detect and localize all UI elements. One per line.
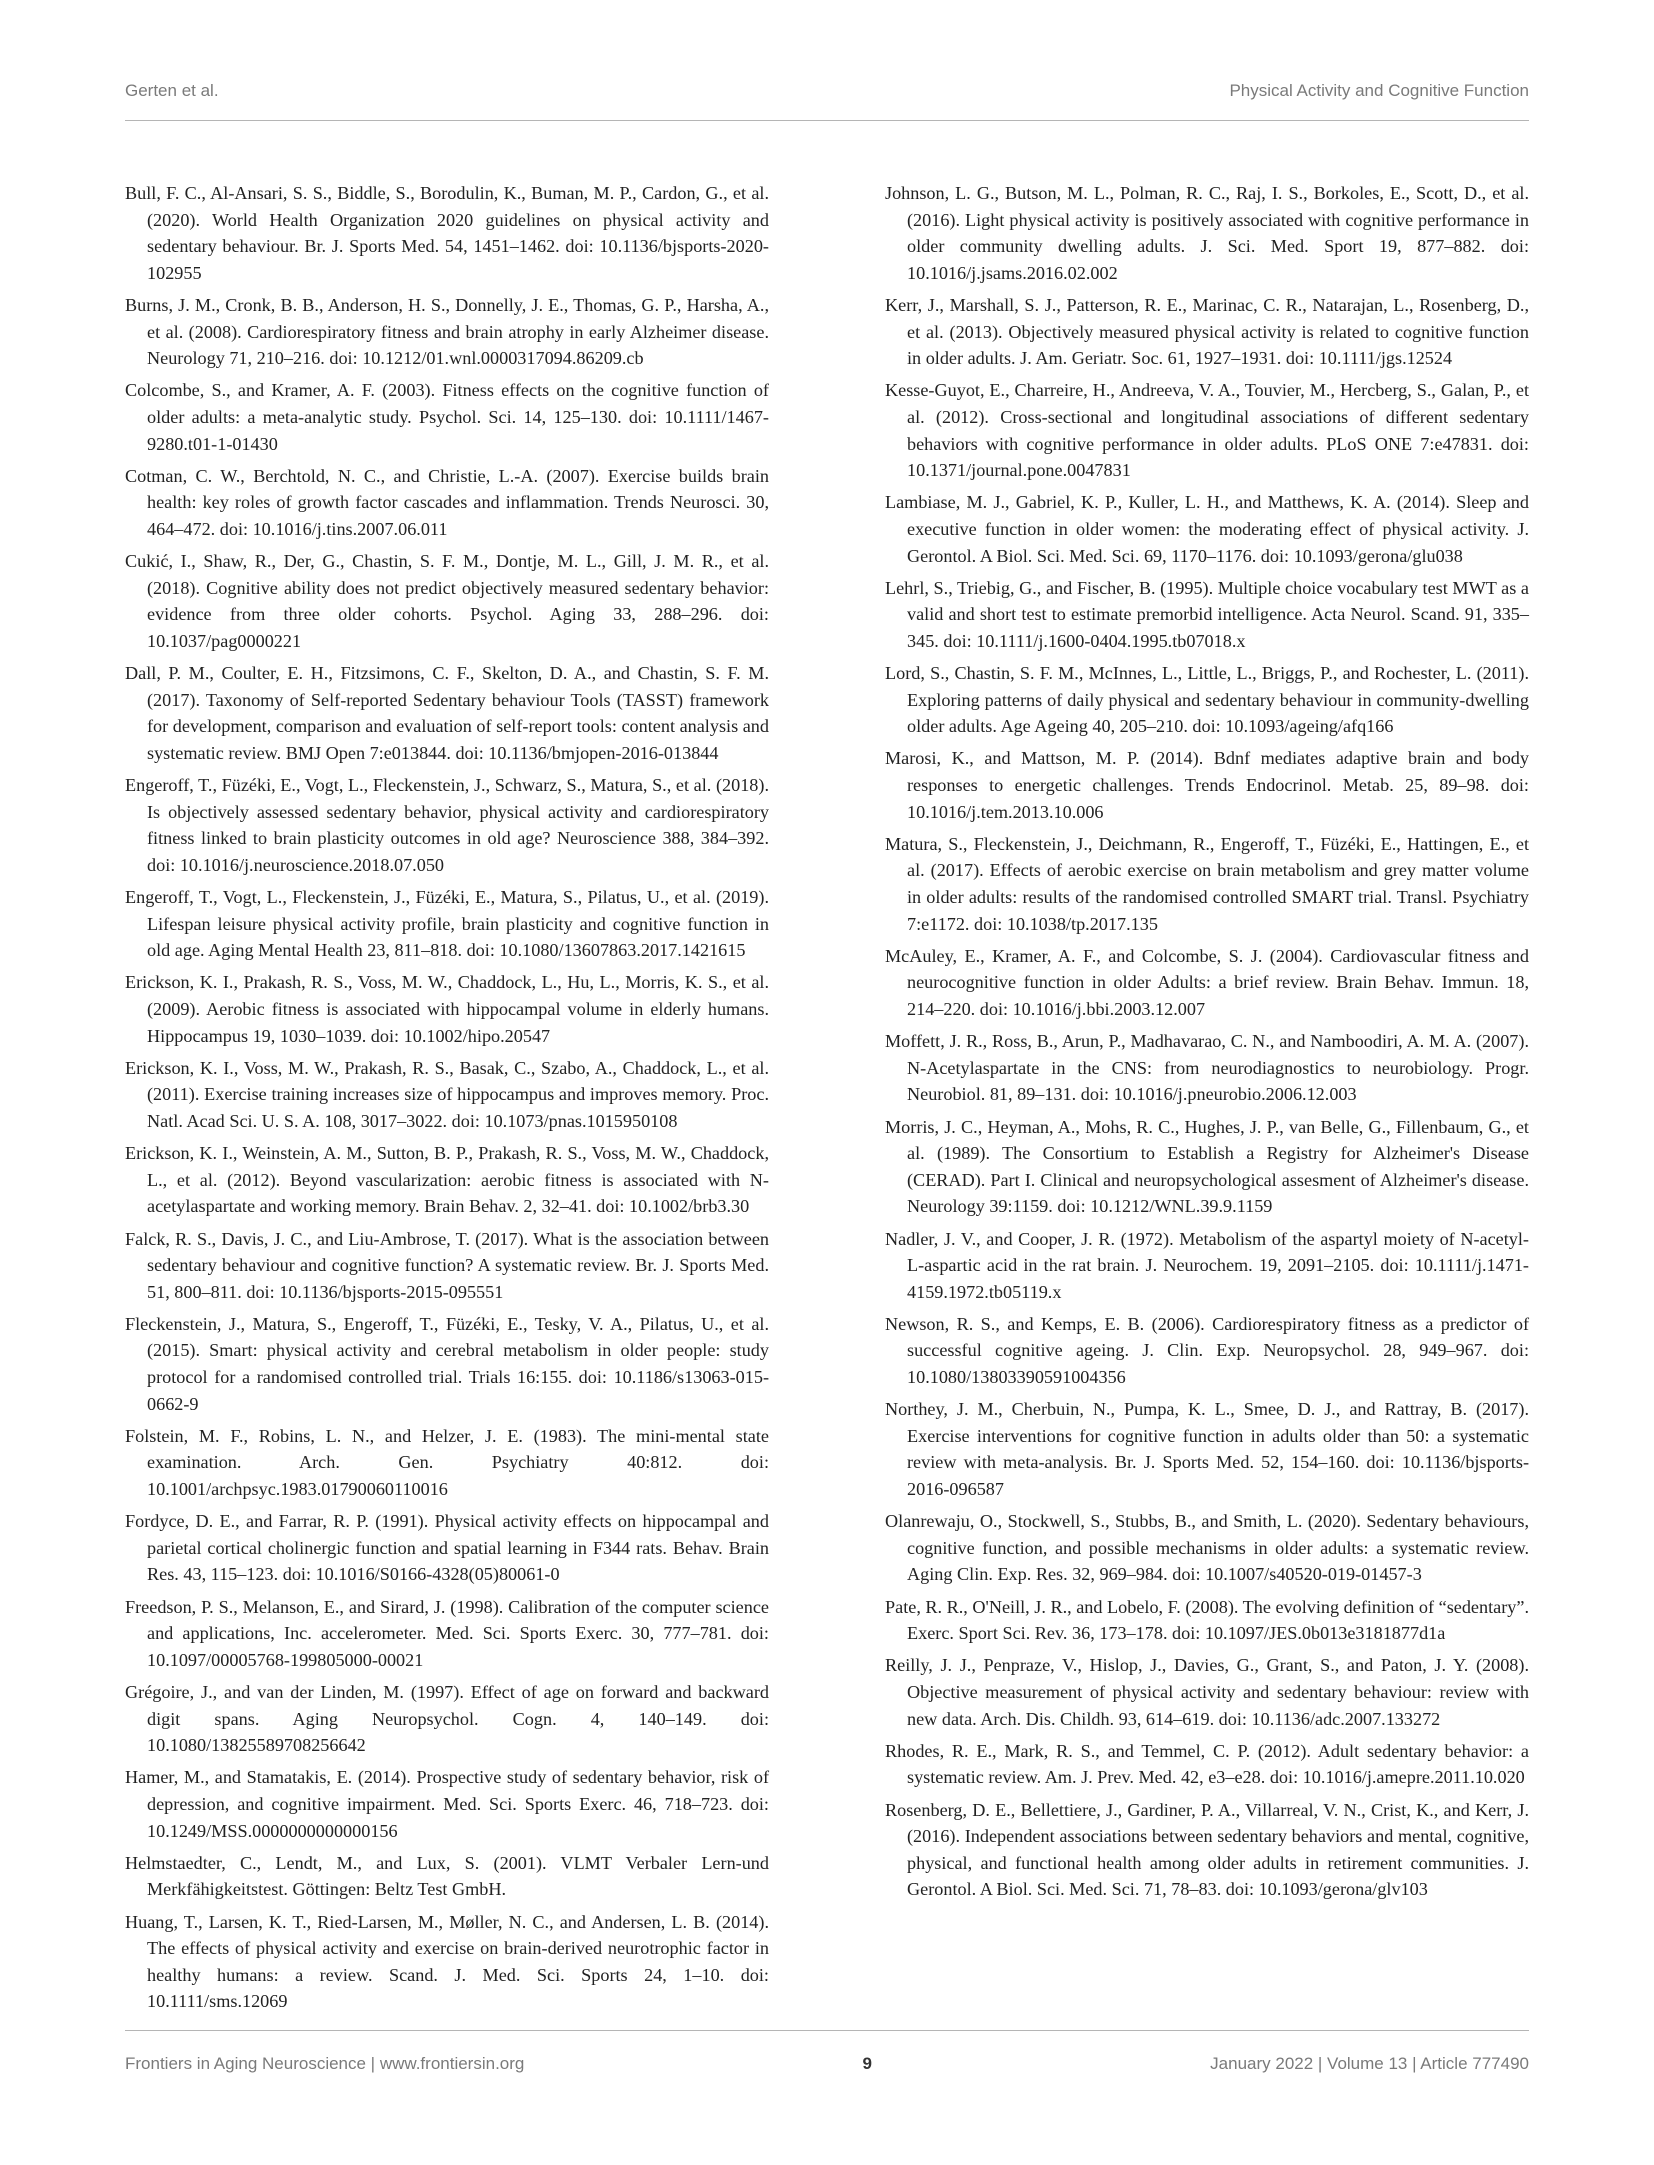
reference-entry: McAuley, E., Kramer, A. F., and Colcombe, S. J. (2004). Cardiovascular fitness and neurocognitive function in older Adults: a brief review. Brain Behav. Immun. 18, 214–220. doi: 10.1016/j.bbi.2003.12.007 <box>885 945 1529 1019</box>
running-header <box>125 80 1529 102</box>
reference-entry: Hamer, M., and Stamatakis, E. (2014). Prospective study of sedentary behavior, risk of depression, and cognitive impairment. Med. Sci. Sports Exerc. 46, 718–723. doi: 10.1249/MSS.0000000000000156 <box>125 1767 769 1841</box>
reference-entry: Northey, J. M., Cherbuin, N., Pumpa, K. L., Smee, D. J., and Rattray, B. (2017). Exercise interventions for cognitive function in adults older than 50: a systematic review with meta-analysis. Br. J. Sports Med. 52, 154–160. doi: 10.1136/bjsports-2016-096587 <box>885 1399 1529 1500</box>
header-authors: Gerten et al. <box>125 81 219 100</box>
reference-entry: Morris, J. C., Heyman, A., Mohs, R. C., Hughes, J. P., van Belle, G., Fillenbaum, G., et al. (1989). The Consortium to Establish a Registry for Alzheimer's Disease (CERAD). Part I. Clinical and neuropsychological assesment of Alzheimer's disease. Neurology 39:1159. doi: 10.1212/WNL.39.9.1159 <box>885 1116 1529 1217</box>
footer-journal: Frontiers in Aging Neuroscience | www.frontiersin.org <box>125 2054 525 2073</box>
reference-entry: Rosenberg, D. E., Bellettiere, J., Gardiner, P. A., Villarreal, V. N., Crist, K., and Kerr, J. (2016). Independent associations between sedentary behaviors and mental, cognitive, physical, and functional health among older adults in retirement communities. J. Gerontol. A Biol. Sci. Med. Sci. 71, 78–83. doi: 10.1093/gerona/glv103 <box>885 1799 1529 1900</box>
reference-entry: Engeroff, T., Vogt, L., Fleckenstein, J., Füzéki, E., Matura, S., Pilatus, U., et al. (2019). Lifespan leisure physical activity profile, brain plasticity and cognitive function in old age. Aging Mental Health 23, 811–818. doi: 10.1080/13607863.2017.1421615 <box>125 887 769 961</box>
reference-entry: Reilly, J. J., Penpraze, V., Hislop, J., Davies, G., Grant, S., and Paton, J. Y. (2008). Objective measurement of physical activity and sedentary behaviour: review with new data. Arch. Dis. Childh. 93, 614–619. doi: 10.1136/adc.2007.133272 <box>885 1655 1529 1729</box>
footer-issue: January 2022 | Volume 13 | Article 777490 <box>1210 2054 1529 2073</box>
reference-entry: Erickson, K. I., Voss, M. W., Prakash, R. S., Basak, C., Szabo, A., Chaddock, L., et al. (2011). Exercise training increases size of hippocampus and improves memory. Proc. Natl. Acad Sci. U. S. A. 108, 3017–3022. doi: 10.1073/pnas.1015950108 <box>125 1057 769 1131</box>
reference-entry: Rhodes, R. E., Mark, R. S., and Temmel, C. P. (2012). Adult sedentary behavior: a systematic review. Am. J. Prev. Med. 42, e3–e28. doi: 10.1016/j.amepre.2011.10.020 <box>885 1740 1529 1788</box>
reference-entry: Olanrewaju, O., Stockwell, S., Stubbs, B., and Smith, L. (2020). Sedentary behaviours, cognitive function, and possible mechanisms in older adults: a systematic review. Aging Clin. Exp. Res. 32, 969–984. doi: 10.1007/s40520-019-01457-3 <box>885 1511 1529 1585</box>
reference-entry: Kesse-Guyot, E., Charreire, H., Andreeva, V. A., Touvier, M., Hercberg, S., Galan, P., et al. (2012). Cross-sectional and longitudinal associations of different sedentary behaviors with cognitive performance in older adults. PLoS ONE 7:e47831. doi: 10.1371/journal.pone.0047831 <box>885 380 1529 481</box>
reference-entry: Colcombe, S., and Kramer, A. F. (2003). Fitness effects on the cognitive function of older adults: a meta-analytic study. Psychol. Sci. 14, 125–130. doi: 10.1111/1467-9280.t01-1-01430 <box>125 380 769 454</box>
reference-entry: Lord, S., Chastin, S. F. M., McInnes, L., Little, L., Briggs, P., and Rochester, L. (2011). Exploring patterns of daily physical and sedentary behaviour in community-dwelling older adults. Age Ageing 40, 205–210. doi: 10.1093/ageing/afq166 <box>885 663 1529 737</box>
running-footer <box>125 2053 1529 2075</box>
reference-entry: Engeroff, T., Füzéki, E., Vogt, L., Fleckenstein, J., Schwarz, S., Matura, S., et al. (2018). Is objectively assessed sedentary behavior, physical activity and cardiorespiratory fitness linked to brain plasticity outcomes in old age? Neuroscience 388, 384–392. doi: 10.1016/j.neuroscience.2018.07.050 <box>125 775 769 875</box>
references-left-column <box>125 180 769 2020</box>
reference-entry: Erickson, K. I., Prakash, R. S., Voss, M. W., Chaddock, L., Hu, L., Morris, K. S., et al. (2009). Aerobic fitness is associated with hippocampal volume in elderly humans. Hippocampus 19, 1030–1039. doi: 10.1002/hipo.20547 <box>125 972 769 1046</box>
page-number: 9 <box>862 2054 872 2073</box>
reference-entry: Huang, T., Larsen, K. T., Ried-Larsen, M., Møller, N. C., and Andersen, L. B. (2014). The effects of physical activity and exercise on brain-derived neurotrophic factor in healthy humans: a review. Scand. J. Med. Sci. Sports 24, 1–10. doi: 10.1111/sms.12069 <box>125 1911 769 2012</box>
reference-entry: Lehrl, S., Triebig, G., and Fischer, B. (1995). Multiple choice vocabulary test MWT as a valid and short test to estimate premorbid intelligence. Acta Neurol. Scand. 91, 335–345. doi: 10.1111/j.1600-0404.1995.tb07018.x <box>885 577 1529 651</box>
reference-entry: Matura, S., Fleckenstein, J., Deichmann, R., Engeroff, T., Füzéki, E., Hattingen, E., et al. (2017). Effects of aerobic exercise on brain metabolism and grey matter volume in older adults: results of the randomised controlled SMART trial. Transl. Psychiatry 7:e1172. doi: 10.1038/tp.2017.135 <box>885 833 1529 934</box>
header-rule <box>125 120 1529 121</box>
reference-entry: Marosi, K., and Mattson, M. P. (2014). Bdnf mediates adaptive brain and body responses to energetic challenges. Trends Endocrinol. Metab. 25, 89–98. doi: 10.1016/j.tem.2013.10.006 <box>885 748 1529 822</box>
reference-entry: Freedson, P. S., Melanson, E., and Sirard, J. (1998). Calibration of the computer science and applications, Inc. accelerometer. Med. Sci. Sports Exerc. 30, 777–781. doi: 10.1097/00005768-199805000-00021 <box>125 1596 769 1670</box>
reference-entry: Dall, P. M., Coulter, E. H., Fitzsimons, C. F., Skelton, D. A., and Chastin, S. F. M. (2017). Taxonomy of Self-reported Sedentary behaviour Tools (TASST) framework for development, comparison and evaluation of self-report tools: content analysis and systematic review. BMJ Open 7:e013844. doi: 10.1136/bmjopen-2016-013844 <box>125 663 769 763</box>
reference-entry: Falck, R. S., Davis, J. C., and Liu-Ambrose, T. (2017). What is the association between sedentary behaviour and cognitive function? A systematic review. Br. J. Sports Med. 51, 800–811. doi: 10.1136/bjsports-2015-095551 <box>125 1228 769 1302</box>
reference-entry: Cukić, I., Shaw, R., Der, G., Chastin, S. F. M., Dontje, M. L., Gill, J. M. R., et al. (2018). Cognitive ability does not predict objectively measured sedentary behavior: evidence from three older cohorts. Psychol. Aging 33, 288–296. doi: 10.1037/pag0000221 <box>125 551 769 651</box>
reference-entry: Nadler, J. V., and Cooper, J. R. (1972). Metabolism of the aspartyl moiety of N-acetyl-L-aspartic acid in the rat brain. J. Neurochem. 19, 2091–2105. doi: 10.1111/j.1471-4159.1972.tb05119.x <box>885 1228 1529 1302</box>
reference-entry: Grégoire, J., and van der Linden, M. (1997). Effect of age on forward and backward digit spans. Aging Neuropsychol. Cogn. 4, 140–149. doi: 10.1080/13825589708256642 <box>125 1681 769 1756</box>
reference-entry: Moffett, J. R., Ross, B., Arun, P., Madhavarao, C. N., and Namboodiri, A. M. A. (2007). N-Acetylaspartate in the CNS: from neurodiagnostics to neurobiology. Progr. Neurobiol. 81, 89–131. doi: 10.1016/j.pneurobio.2006.12.003 <box>885 1031 1529 1105</box>
footer-rule <box>125 2030 1529 2031</box>
reference-entry: Fleckenstein, J., Matura, S., Engeroff, T., Füzéki, E., Tesky, V. A., Pilatus, U., et al. (2015). Smart: physical activity and cerebral metabolism in older people: study protocol for a randomised controlled trial. Trials 16:155. doi: 10.1186/s13063-015-0662-9 <box>125 1313 769 1414</box>
reference-entry: Bull, F. C., Al-Ansari, S. S., Biddle, S., Borodulin, K., Buman, M. P., Cardon, G., et al. (2020). World Health Organization 2020 guidelines on physical activity and sedentary behaviour. Br. J. Sports Med. 54, 1451–1462. doi: 10.1136/bjsports-2020-102955 <box>125 183 769 283</box>
reference-entry: Helmstaedter, C., Lendt, M., and Lux, S. (2001). VLMT Verbaler Lern-und Merkfähigkeitstest. Göttingen: Beltz Test GmbH. <box>125 1852 769 1900</box>
header-title: Physical Activity and Cognitive Function <box>1229 81 1529 100</box>
reference-entry: Johnson, L. G., Butson, M. L., Polman, R. C., Raj, I. S., Borkoles, E., Scott, D., et al. (2016). Light physical activity is positively associated with cognitive performance in older community dwelling adults. J. Sci. Med. Sport 19, 877–882. doi: 10.1016/j.jsams.2016.02.002 <box>885 183 1529 283</box>
reference-entry: Fordyce, D. E., and Farrar, R. P. (1991). Physical activity effects on hippocampal and parietal cortical cholinergic function and spatial learning in F344 rats. Behav. Brain Res. 43, 115–123. doi: 10.1016/S0166-4328(05)80061-0 <box>125 1511 769 1585</box>
references-right-column <box>885 180 1529 1909</box>
reference-entry: Lambiase, M. J., Gabriel, K. P., Kuller, L. H., and Matthews, K. A. (2014). Sleep and executive function in older women: the moderating effect of physical activity. J. Gerontol. A Biol. Sci. Med. Sci. 69, 1170–1176. doi: 10.1093/gerona/glu038 <box>885 492 1529 566</box>
reference-entry: Burns, J. M., Cronk, B. B., Anderson, H. S., Donnelly, J. E., Thomas, G. P., Harsha, A., et al. (2008). Cardiorespiratory fitness and brain atrophy in early Alzheimer disease. Neurology 71, 210–216. doi: 10.1212/01.wnl.0000317094.86209.cb <box>125 294 769 369</box>
reference-entry: Cotman, C. W., Berchtold, N. C., and Christie, L.-A. (2007). Exercise builds brain health: key roles of growth factor cascades and inflammation. Trends Neurosci. 30, 464–472. doi: 10.1016/j.tins.2007.06.011 <box>125 465 769 539</box>
reference-entry: Erickson, K. I., Weinstein, A. M., Sutton, B. P., Prakash, R. S., Voss, M. W., Chaddock, L., et al. (2012). Beyond vascularization: aerobic fitness is associated with N-acetylaspartate and working memory. Brain Behav. 2, 32–41. doi: 10.1002/brb3.30 <box>125 1143 769 1217</box>
reference-entry: Kerr, J., Marshall, S. J., Patterson, R. E., Marinac, C. R., Natarajan, L., Rosenberg, D., et al. (2013). Objectively measured physical activity is related to cognitive function in older adults. J. Am. Geriatr. Soc. 61, 1927–1931. doi: 10.1111/jgs.12524 <box>885 294 1529 369</box>
reference-entry: Folstein, M. F., Robins, L. N., and Helzer, J. E. (1983). The mini-mental state examination. Arch. Gen. Psychiatry 40:812. doi: 10.1001/archpsyc.1983.01790060110016 <box>125 1425 769 1500</box>
reference-entry: Newson, R. S., and Kemps, E. B. (2006). Cardiorespiratory fitness as a predictor of successful cognitive ageing. J. Clin. Exp. Neuropsychol. 28, 949–967. doi: 10.1080/13803390591004356 <box>885 1313 1529 1388</box>
reference-entry: Pate, R. R., O'Neill, J. R., and Lobelo, F. (2008). The evolving definition of “sedentary”. Exerc. Sport Sci. Rev. 36, 173–178. doi: 10.1097/JES.0b013e3181877d1a <box>885 1596 1529 1644</box>
